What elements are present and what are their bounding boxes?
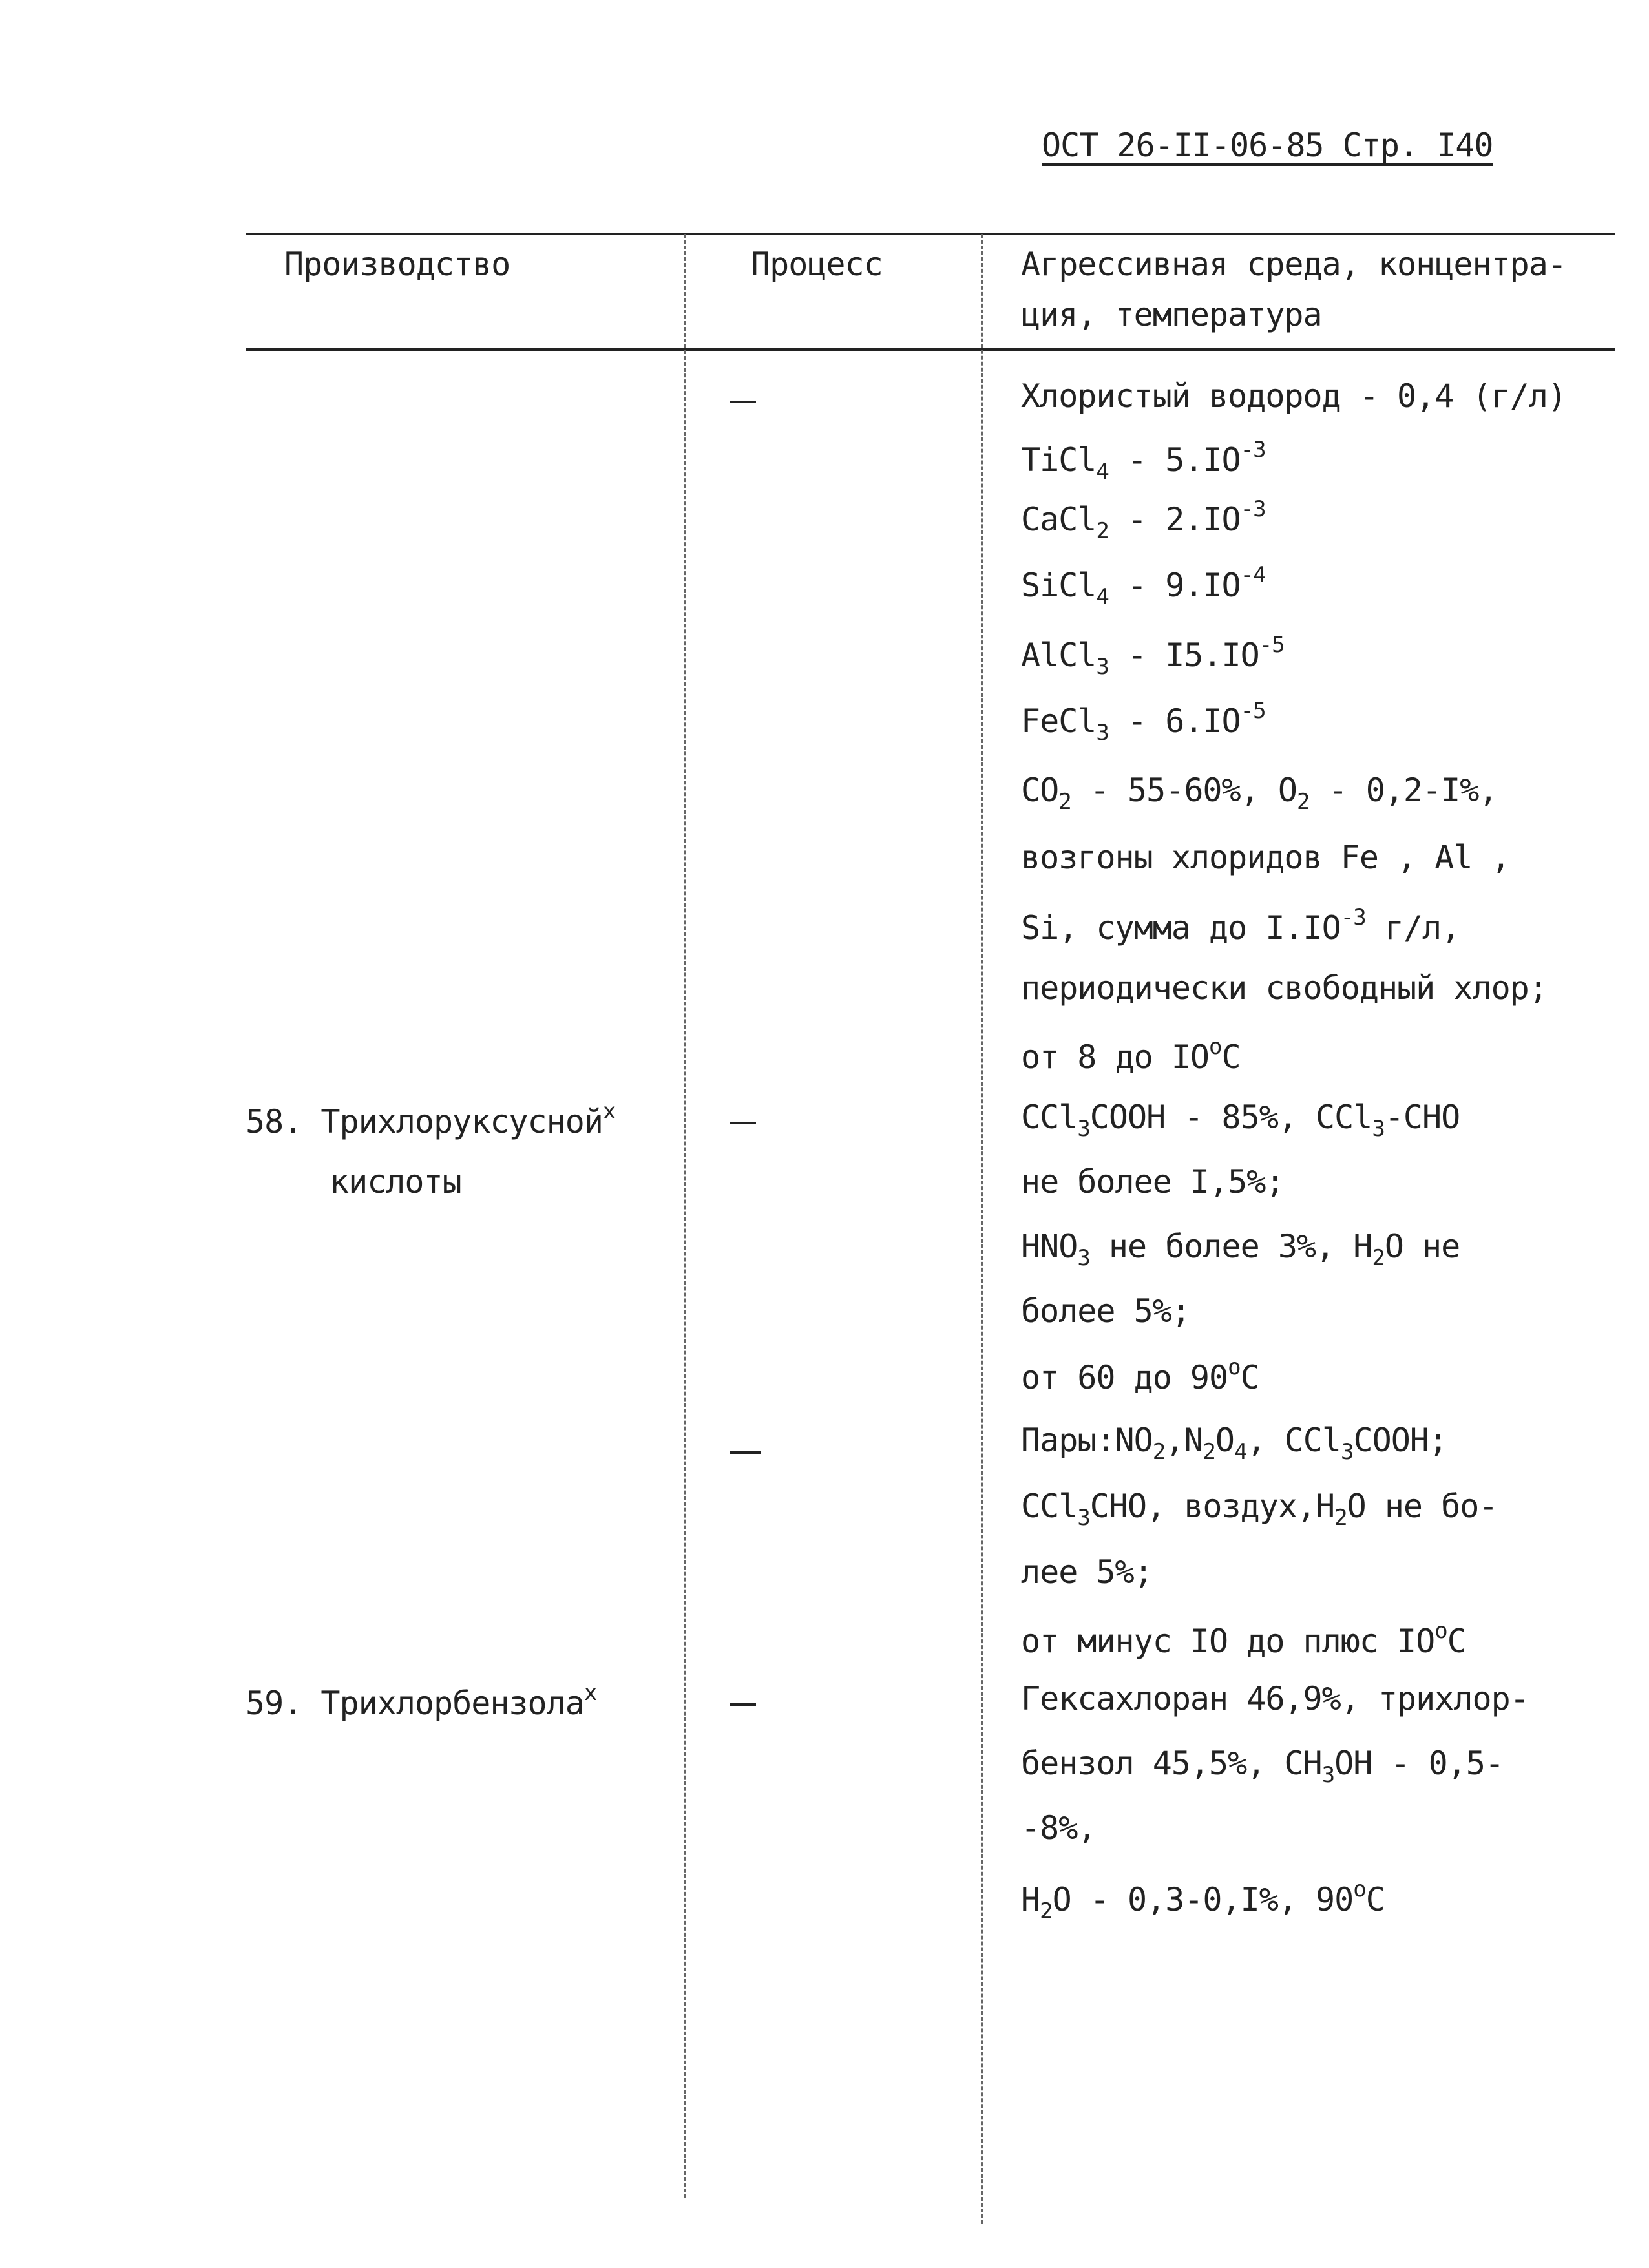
header-production: Производство (284, 246, 510, 283)
medium-line: Si, сумма до $I.IO^{-3}$ г/л, (1021, 905, 1460, 947)
document-header: ОСТ 26-II-06-85 Стр. I40 (1042, 127, 1493, 164)
medium-line: -8%, (1021, 1809, 1097, 1847)
header-process: Процесс (751, 246, 883, 283)
medium-line: $Пары:NO_2,N_2O_4$, CCl$_3$COOH; (1021, 1422, 1448, 1465)
medium-line: от 60 до 90$^o$C (1021, 1354, 1259, 1396)
medium-line: не более I,5%; (1021, 1163, 1285, 1201)
column-divider-1 (684, 234, 686, 2198)
production-name-cont: кислоты (330, 1163, 461, 1201)
production-name: 58. Трихлоруксусной$^x$ (246, 1098, 616, 1140)
header-medium-line1: Агрессивная среда, концентра- (1021, 246, 1566, 283)
medium-line: CCl$_3$COOH - 85%, CCl$_3$-CHO (1021, 1098, 1460, 1142)
process-dash (730, 1451, 761, 1454)
header-medium-line2: ция, температура (1021, 296, 1322, 333)
medium-line: TiCl$_4$ - $5.IO^{-3}$ (1021, 437, 1266, 485)
medium-line: AlCl$_3$ - $I5.IO^{-5}$ (1021, 632, 1285, 680)
production-name: 59. Трихлорбензола$^x$ (246, 1680, 597, 1722)
medium-line: от минус IO до плюс $IO^oC$ (1021, 1618, 1466, 1660)
medium-line: CCl$_3$CHO, $воздух,H_2O$ не бо- (1021, 1487, 1498, 1531)
medium-line: CaCl$_2$ - $2.IO^{-3}$ (1021, 496, 1266, 544)
table-header-bottom-rule (246, 348, 1615, 351)
column-divider-2 (981, 234, 983, 2224)
medium-line: FeCl$_3$ - $6.IO^{-5}$ (1021, 698, 1266, 746)
medium-line: от 8 до $IO^oC$ (1021, 1034, 1241, 1076)
medium-line: более 5%; (1021, 1292, 1190, 1330)
medium-line: лее 5%; (1021, 1553, 1153, 1591)
process-dash (730, 1122, 756, 1124)
medium-line: бензол 45,5%, $CH_3OH - 0,5-$ (1021, 1745, 1504, 1788)
medium-line: Хлористый водород - 0,4 (г/л) (1021, 377, 1566, 415)
medium-line: $HNO_3$ не более 3%, $H_2O$ не (1021, 1228, 1460, 1271)
medium-line: $CO_2 - 55-60\%$, $O_2 - 0,2-I\%$, (1021, 772, 1498, 815)
process-dash (730, 401, 756, 403)
medium-line: SiCl$_4$ - $9.IO^{-4}$ (1021, 562, 1266, 610)
process-dash (730, 1703, 756, 1706)
medium-line: возгоны хлоридов Fe , Al , (1021, 839, 1510, 876)
medium-line: периодически свободный хлор; (1021, 969, 1548, 1007)
table-top-rule (246, 233, 1615, 235)
medium-line: $H_2O - 0,3-0,I\%$, 90$^o$C (1021, 1876, 1385, 1924)
medium-line: Гексахлоран 46,9%, трихлор- (1021, 1680, 1529, 1717)
